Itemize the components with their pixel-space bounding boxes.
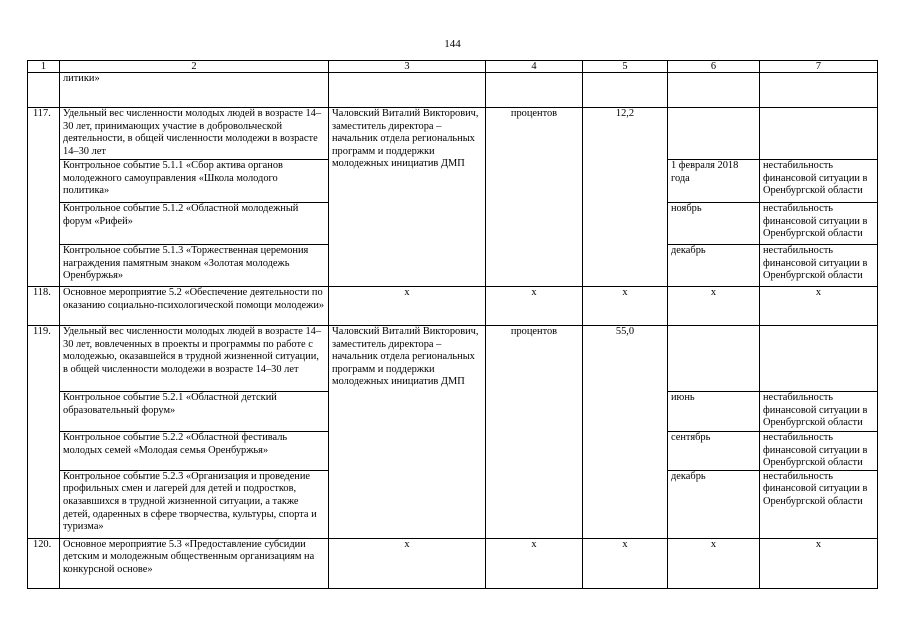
target-value: 12,2 — [583, 108, 668, 287]
event-date: декабрь — [668, 470, 760, 538]
event-text: Контрольное событие 5.2.2 «Областной фестиваль молодых семей «Молодая семья Оренбуржья» — [60, 432, 329, 471]
event-text: Контрольное событие 5.1.3 «Торжественная церемония награждения памятным знаком «Золотая молодежь Оренбуржья» — [60, 245, 329, 287]
event-text: Контрольное событие 5.2.1 «Областной детский образовательный форум» — [60, 392, 329, 432]
x-mark: х — [583, 287, 668, 326]
event-risk: нестабильность финансовой ситуации в Оренбургской области — [760, 392, 878, 432]
indicator-text: Удельный вес численности молодых людей в возрасте 14–30 лет, принимающих участие в добровольческой деятельности, в общей численности молодежи в возрасте 14–30 лет — [60, 108, 329, 160]
row-number: 119. — [28, 326, 60, 539]
x-mark: х — [668, 538, 760, 588]
table-row — [28, 73, 878, 108]
continuation-text: литики» — [60, 73, 329, 108]
page-number: 144 — [444, 38, 461, 50]
event-risk: нестабильность финансовой ситуации в Оренбургской области — [760, 432, 878, 471]
header-row — [28, 61, 878, 73]
event-text: Контрольное событие 5.2.3 «Организация и проведение профильных смен и лагерей для детей и подростков, оказавшихся в трудной жизненной ситуации, а также детей, одаренных в сфере творчества, культуры, спорта и туризма» — [60, 470, 329, 538]
unit: процентов — [486, 108, 583, 287]
row-number: 118. — [28, 287, 60, 326]
col-header: 4 — [486, 61, 583, 73]
plan-table — [27, 60, 878, 589]
event-text: Контрольное событие 5.1.2 «Областной молодежный форум «Рифей» — [60, 203, 329, 245]
row-number: 120. — [28, 538, 60, 588]
event-risk: нестабильность финансовой ситуации в Оренбургской области — [760, 245, 878, 287]
table-row — [28, 108, 878, 160]
col-header: 7 — [760, 61, 878, 73]
x-mark: х — [329, 287, 486, 326]
target-value: 55,0 — [583, 326, 668, 539]
col-header: 3 — [329, 61, 486, 73]
event-risk: нестабильность финансовой ситуации в Оренбургской области — [760, 470, 878, 538]
responsible-person: Чаловский Виталий Викторович, заместитель директора – начальник отдела региональных программ и поддержки молодежных инициатив ДМП — [329, 326, 486, 539]
table-row — [28, 287, 878, 326]
unit: процентов — [486, 326, 583, 539]
row-number: 117. — [28, 108, 60, 287]
x-mark: х — [329, 538, 486, 588]
event-date: сентябрь — [668, 432, 760, 471]
x-mark: х — [486, 287, 583, 326]
event-risk: нестабильность финансовой ситуации в Оренбургской области — [760, 203, 878, 245]
x-mark: х — [760, 538, 878, 588]
x-mark: х — [486, 538, 583, 588]
main-activity-text: Основное мероприятие 5.2 «Обеспечение деятельности по оказанию социально-психологической помощи молодежи» — [60, 287, 329, 326]
event-date: 1 февраля 2018 года — [668, 160, 760, 203]
x-mark: х — [583, 538, 668, 588]
indicator-text: Удельный вес численности молодых людей в возрасте 14–30 лет, вовлеченных в проекты и программы по работе с молодежью, оказавшейся в трудной жизненной ситуации, в общей численности молодежи в возрасте 14–30 лет — [60, 326, 329, 392]
event-risk: нестабильность финансовой ситуации в Оренбургской области — [760, 160, 878, 203]
event-date: декабрь — [668, 245, 760, 287]
col-header: 1 — [28, 61, 60, 73]
main-activity-text: Основное мероприятие 5.3 «Предоставление субсидии детским и молодежным общественным организациям на конкурсной основе» — [60, 538, 329, 588]
event-date: ноябрь — [668, 203, 760, 245]
col-header: 6 — [668, 61, 760, 73]
event-text: Контрольное событие 5.1.1 «Сбор актива органов молодежного самоуправления «Школа молодого политика» — [60, 160, 329, 203]
col-header: 5 — [583, 61, 668, 73]
table-row — [28, 326, 878, 392]
col-header: 2 — [60, 61, 329, 73]
responsible-person: Чаловский Виталий Викторович, заместитель директора – начальник отдела региональных программ и поддержки молодежных инициатив ДМП — [329, 108, 486, 287]
table-row — [28, 538, 878, 588]
x-mark: х — [760, 287, 878, 326]
event-date: июнь — [668, 392, 760, 432]
x-mark: х — [668, 287, 760, 326]
